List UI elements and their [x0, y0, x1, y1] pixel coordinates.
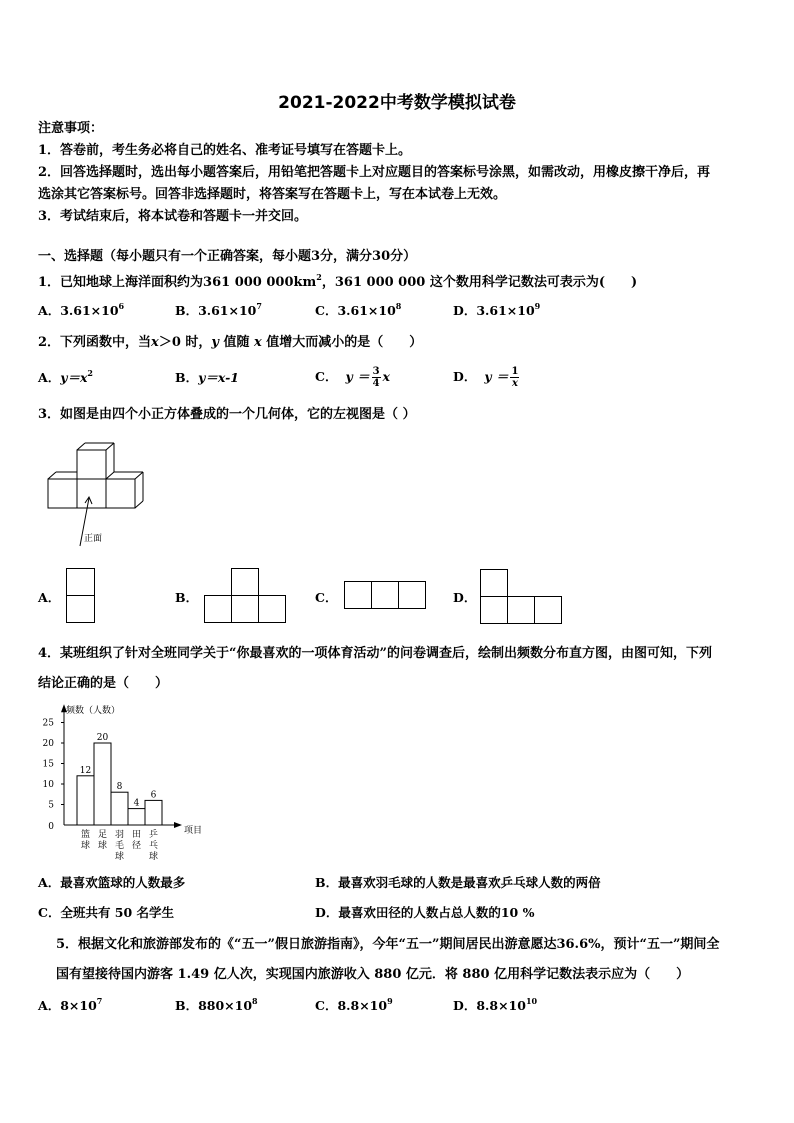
q2-option-a[interactable]: A．$y=x^2$ — [38, 368, 93, 385]
bar-value-label: 20 — [96, 733, 109, 743]
notice-heading: 注意事项： — [38, 121, 104, 136]
question-4-stem-2: 结论正确的是（ ） — [38, 676, 169, 691]
q4-option-c[interactable]: C．全班共有 50 名学生 — [38, 905, 175, 920]
y-tick-label: 20 — [42, 739, 54, 749]
notice-item-2-cont: 选涂其它答案标号。回答非选择题时，将答案写在答题卡上，写在本试卷上无效。 — [38, 187, 507, 202]
bar-value-label: 8 — [116, 782, 123, 793]
q4-option-a[interactable]: A．最喜欢篮球的人数最多 — [38, 875, 186, 890]
q1-stem-num: 361 000 000km — [203, 275, 317, 290]
y-tick-label: 5 — [48, 800, 54, 811]
q3-option-a-figure[interactable] — [66, 568, 96, 624]
q5-option-c[interactable]: C．$8.8\times 10^9$ — [315, 996, 393, 1013]
question-1-stem: 1．已知地球上海洋面积约为361 000 $000km^2$，361 000 000 这个数用科学记数法可表示为( ) — [38, 272, 638, 290]
q3-option-b-label[interactable]: B． — [175, 590, 199, 605]
q4-option-b[interactable]: B．最喜欢羽毛球的人数是最喜欢乒乓球人数的两倍 — [315, 875, 601, 890]
q1-option-d[interactable]: D．$3.61\times 10^9$ — [453, 301, 541, 318]
bar-value-label: 6 — [150, 790, 157, 801]
notice-item-1: 1．答卷前，考生务必将自己的姓名、准考证号填写在答题卡上。 — [38, 143, 412, 158]
q2-option-d[interactable]: D． y ＝ $\frac{1}{x}$ — [453, 365, 519, 389]
y-tick-label: 25 — [42, 718, 54, 729]
bar — [94, 743, 111, 825]
bar — [77, 776, 94, 825]
q4-option-d[interactable]: D．最喜欢田径的人数占总人数的10 % — [315, 905, 535, 920]
x-axis-label: 项目 — [184, 826, 203, 836]
q3-option-d-label[interactable]: D． — [453, 590, 477, 605]
q2-option-b[interactable]: B．y＝x-1 — [175, 370, 239, 385]
q1-stem-post: ，361 000 000 这个数用科学记数法可表示为( ) — [321, 275, 638, 290]
q2-option-c-fraction: $\frac{3}{4}$ — [372, 365, 380, 389]
q1-option-c[interactable]: C．$3.61\times 10^8$ — [315, 301, 402, 318]
y-tick-label: 0 — [48, 822, 54, 832]
bar — [128, 809, 145, 825]
category-label: 田径 — [131, 830, 142, 851]
category-label: 羽毛球 — [114, 830, 125, 862]
bar — [145, 800, 162, 825]
category-label: 篮球 — [80, 830, 91, 851]
question-5-stem-1: 5．根据文化和旅游部发布的《“五一”假日旅游指南》，今年“五一”期间居民出游意愿达36.6%，预计“五一”期间全 — [56, 937, 720, 952]
question-3-stem: 3．如图是由四个小正方体叠成的一个几何体，它的左视图是（ ） — [38, 407, 416, 422]
q3-option-c-figure[interactable] — [344, 581, 428, 611]
q3-option-d-figure[interactable] — [480, 569, 564, 625]
bar-value-label: 12 — [79, 765, 92, 776]
question-4-stem-1: 4．某班组织了针对全班同学关于“你最喜欢的一项体育活动”的问卷调查后，绘制出频数分布直方图，由图可知，下列 — [38, 646, 713, 661]
q5-option-a[interactable]: A．$8\times 10^7$ — [38, 996, 103, 1013]
question-2-stem: 2．下列函数中，当x＞0 时，y 值随 x 值增大而减小的是（ ） — [38, 335, 423, 350]
q3-option-b-figure[interactable] — [204, 568, 288, 624]
bar — [111, 792, 128, 825]
section-heading: 一、选择题（每小题只有一个正确答案，每小题3分，满分30分） — [38, 249, 417, 264]
category-label: 乒乓球 — [148, 830, 159, 862]
y-axis-label: 频数（人数） — [66, 706, 121, 717]
q3-solid-figure — [40, 440, 160, 550]
category-label: 足球 — [97, 830, 108, 851]
question-5-stem-2: 国有望接待国内游客 1.49 亿人次，实现国内旅游收入 880 亿元．将 880 亿用科学记数法表示应为（ ） — [56, 967, 690, 982]
y-tick-label: 10 — [42, 780, 54, 790]
q5-option-d[interactable]: D．$8.8\times 10^{10}$ — [453, 996, 538, 1013]
x-axis-arrow — [174, 822, 182, 828]
page-title: 2021-2022中考数学模拟试卷 — [278, 93, 516, 113]
q3-option-c-label[interactable]: C． — [315, 590, 338, 605]
notice-item-3: 3．考试结束后，将本试卷和答题卡一并交回。 — [38, 209, 308, 224]
q1-option-b[interactable]: B．$3.61\times 10^7$ — [175, 301, 262, 318]
q3-front-label: 正面 — [84, 534, 103, 544]
q2-option-d-fraction: $\frac{1}{x}$ — [511, 365, 519, 389]
q5-option-b[interactable]: B．$880\times 10^8$ — [175, 996, 258, 1013]
frequency-histogram — [30, 705, 220, 865]
bar-value-label: 4 — [133, 798, 140, 809]
q1-option-a[interactable]: A．$3.61\times 10^6$ — [38, 301, 125, 318]
q2-option-c[interactable]: C． y ＝ $\frac{3}{4}$ x — [315, 365, 390, 389]
q1-stem-pre: 1．已知地球上海洋面积约为 — [38, 275, 204, 290]
notice-item-2: 2．回答选择题时，选出每小题答案后，用铅笔把答题卡上对应题目的答案标号涂黑，如需改动，用橡皮擦干净后，再 — [38, 165, 711, 180]
q3-option-a-label[interactable]: A． — [38, 590, 61, 605]
y-tick-label: 15 — [42, 759, 54, 770]
